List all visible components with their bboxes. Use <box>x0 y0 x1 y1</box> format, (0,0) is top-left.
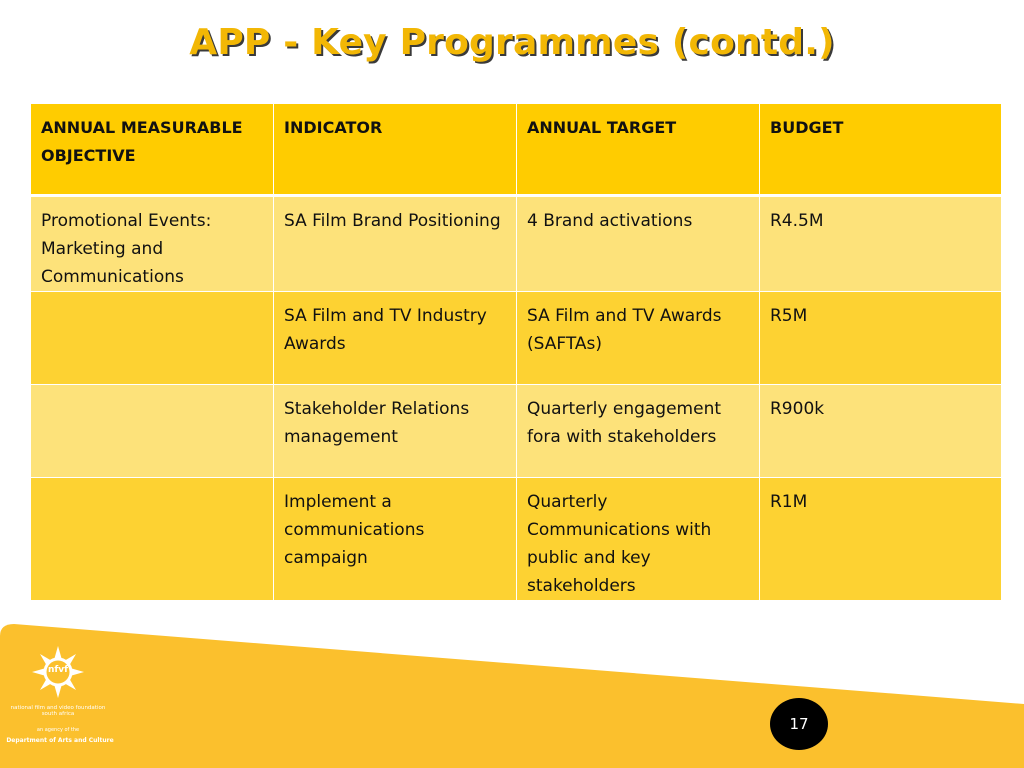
agency-line: an agency of the <box>36 727 80 733</box>
key-programmes-table <box>30 103 1002 601</box>
cell-indicator: Implement a communications campaign <box>274 478 517 601</box>
table-row <box>31 196 1002 292</box>
nfvf-logo <box>8 640 118 750</box>
cell-objective: Promotional Events: Marketing and Communications <box>31 196 274 292</box>
department-name: Department of Arts and Culture <box>6 737 114 744</box>
header-budget: BUDGET <box>760 104 1002 196</box>
cell-annual-target: Quarterly engagement fora with stakeholders <box>517 385 760 478</box>
cell-annual-target: 4 Brand activations <box>517 196 760 292</box>
cell-objective <box>31 292 274 385</box>
logo-wordmark: nfvf national film and video foundation south africa <box>10 665 106 717</box>
cell-budget: R4.5M <box>760 196 1002 292</box>
cell-budget: R5M <box>760 292 1002 385</box>
cell-objective <box>31 478 274 601</box>
cell-annual-target: SA Film and TV Awards (SAFTAs) <box>517 292 760 385</box>
header-annual-target: ANNUAL TARGET <box>517 104 760 196</box>
table-row <box>31 478 1002 601</box>
cell-budget: R1M <box>760 478 1002 601</box>
cell-indicator: SA Film Brand Positioning <box>274 196 517 292</box>
cell-indicator: Stakeholder Relations management <box>274 385 517 478</box>
header-indicator: INDICATOR <box>274 104 517 196</box>
page-number: 17 <box>770 698 828 750</box>
table-row <box>31 385 1002 478</box>
footer-band <box>0 600 1024 768</box>
cell-budget: R900k <box>760 385 1002 478</box>
table-row <box>31 292 1002 385</box>
header-objective: ANNUAL MEASURABLE OBJECTIVE <box>31 104 274 196</box>
cell-indicator: SA Film and TV Industry Awards <box>274 292 517 385</box>
slide-title: APP - Key Programmes (contd.) <box>189 22 835 63</box>
table-header-row <box>31 104 1002 196</box>
cell-annual-target: Quarterly Communications with public and key stakeholders <box>517 478 760 601</box>
cell-objective <box>31 385 274 478</box>
